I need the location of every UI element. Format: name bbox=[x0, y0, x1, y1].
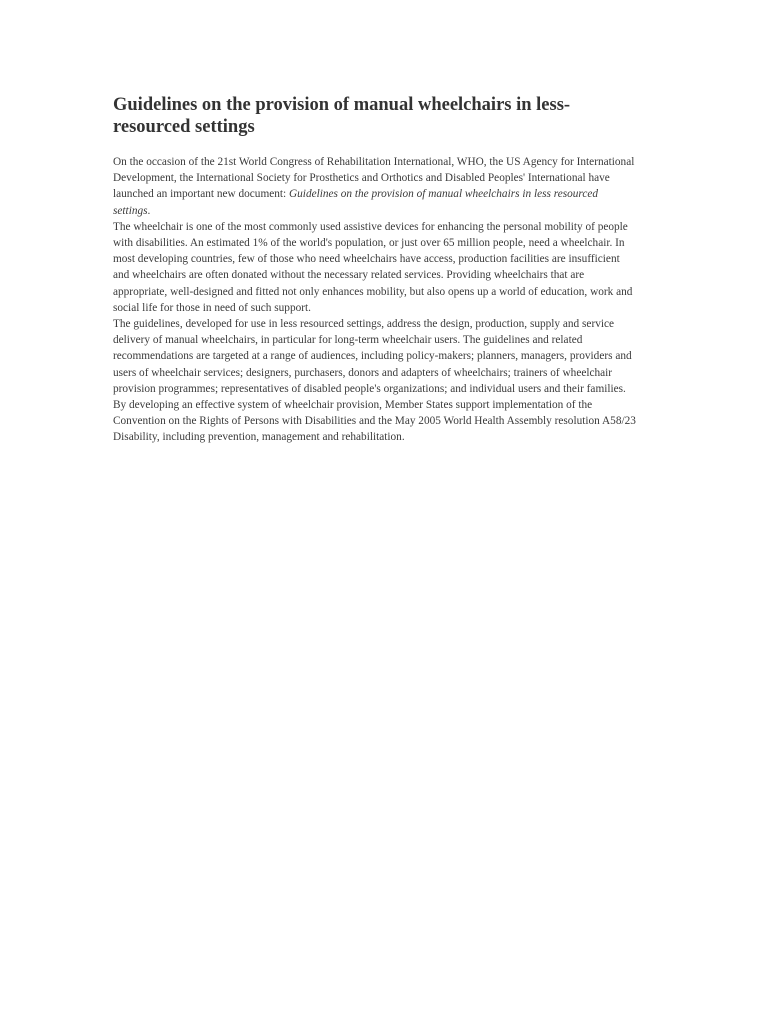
paragraph-intro bbox=[113, 154, 638, 219]
intro-text: On the occasion of the 21st World Congress of Rehabilitation International, WHO, the US Agency for International Development, the International Society for Prosthetics and Orthotics and Disabled Peoples' International have launched an important new document: bbox=[113, 156, 635, 201]
article-title: Guidelines on the provision of manual wheelchairs in less-resourced settings bbox=[113, 95, 571, 137]
paragraph-member-states: By developing an effective system of wheelchair provision, Member States support implementation of the Convention on the Rights of Persons with Disabilities and the May 2005 World Health Assembly resolution A58/23 Disability, including prevention, management and rehabilitation. bbox=[113, 399, 636, 444]
document-title-emphasis: Guidelines on the provision of manual wheelchairs in less resourced settings bbox=[113, 188, 599, 217]
paragraph-wheelchair-need: The wheelchair is one of the most commonly used assistive devices for enhancing the personal mobility of people with disabilities. An estimated 1% of the world's population, or just over 65 million people, need a wheelchair. In most developing countries, few of those who need wheelchairs have access, production facilities are insufficient and wheelchairs are often donated without the necessary related services. Providing wheelchairs that are appropriate, well-designed and fitted not only enhances mobility, but also opens up a world of education, work and social life for those in need of such support. bbox=[113, 220, 633, 314]
article bbox=[113, 94, 638, 446]
paragraph-guidelines-scope: The guidelines, developed for use in less resourced settings, address the design, production, supply and service delivery of manual wheelchairs, in particular for long-term wheelchair users. The guidelines and related recommendations are targeted at a range of audiences, including policy-makers; planners, managers, providers and users of wheelchair services; designers, purchasers, donors and adapters of wheelchairs; trainers of wheelchair provision programmes; representatives of disabled people's organizations; and individual users and their families. bbox=[113, 318, 632, 395]
intro-end: . bbox=[147, 204, 151, 217]
